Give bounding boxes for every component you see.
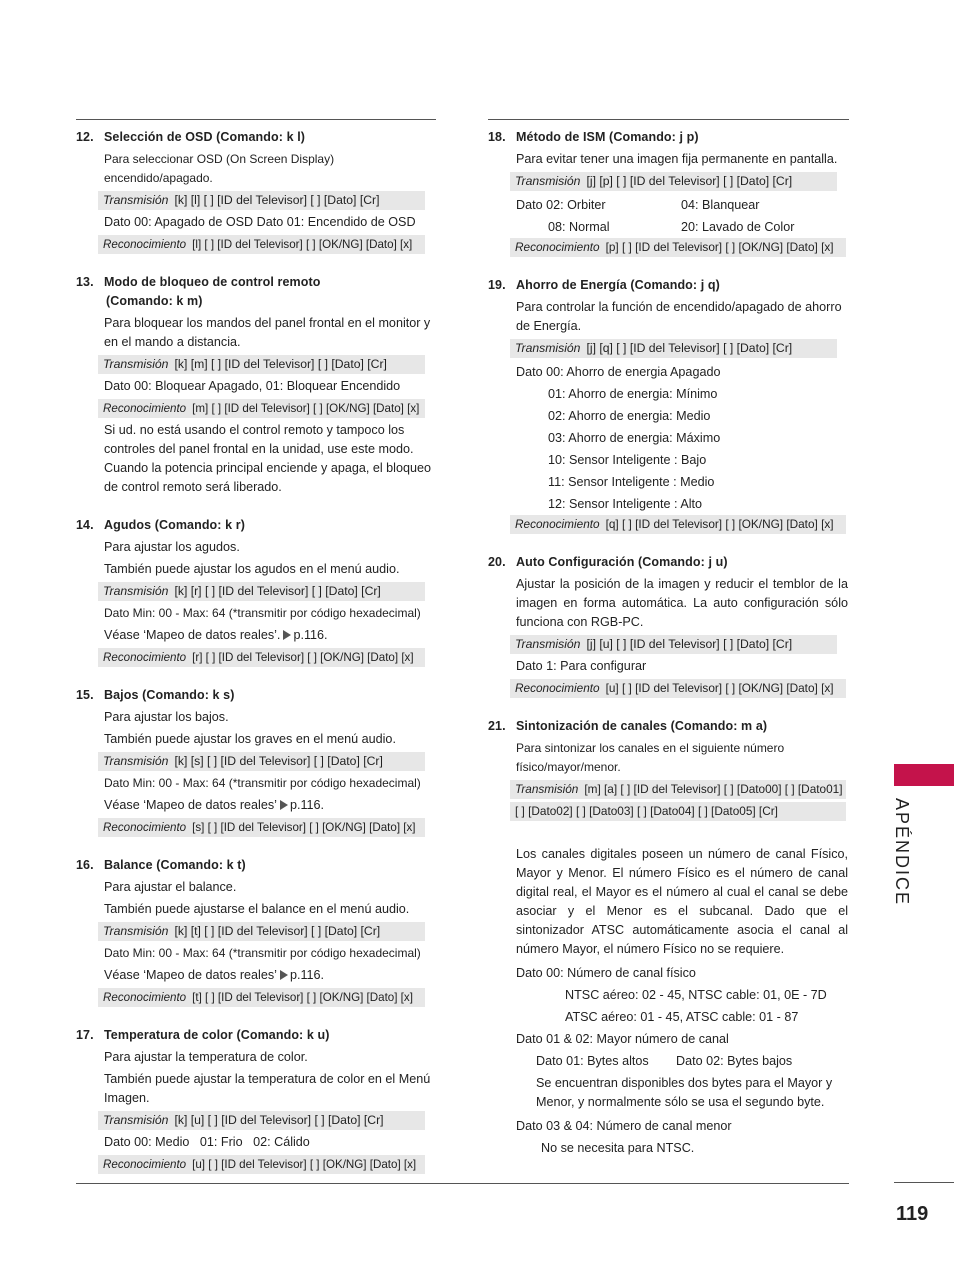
data-value: 02: Ahorro de energia: Medio [548,409,711,423]
section-heading: 14. Agudos (Comando: k r) [76,518,245,532]
acknowledgement-box: Reconocimiento [u] [ ] [ID del Televisor] [ ] [OK/NG] [Dato] [x] [510,679,846,698]
top-rule-right [488,119,849,120]
arrow-right-icon [280,970,288,980]
top-rule-left [76,119,436,120]
transmission-box: Transmisión [k] [r] [ ] [ID del Televisor] [ ] [Dato] [Cr] [98,582,425,601]
page-number-rule [894,1182,954,1183]
transmission-box: Transmisión [k] [m] [ ] [ID del Televisor] [ ] [Dato] [Cr] [98,355,425,374]
section-13 [76,273,436,497]
transmission-box: Transmisión [m] [a] [ ] [ID del Televisor] [ ] [Dato00] [ ] [Dato01] [510,780,846,799]
description-2: También puede ajustar los agudos en el menú audio. [104,562,400,576]
section-18 [488,128,848,257]
data-value: Dato 00: Número de canal físico [516,966,696,980]
description-2: También puede ajustar la temperatura de color en el Menú Imagen. [104,1072,431,1105]
description: Para ajustar el balance. [104,880,237,894]
page-reference: Véase ‘Mapeo de datos reales’. p.116. [104,628,328,642]
data-range: Dato Min: 00 - Max: 64 (*transmitir por código hexadecimal) [104,776,421,790]
page-reference: Véase ‘Mapeo de datos reales’ p.116. [104,968,325,982]
left-column [76,128,436,1193]
data-value: 03: Ahorro de energia: Máximo [548,431,721,445]
data-value: 10: Sensor Inteligente : Bajo [548,453,707,467]
section-heading: 15. Bajos (Comando: k s) [76,688,235,702]
description: Para ajustar los bajos. [104,710,229,724]
section-heading: 13. Modo de bloqueo de control remoto (Comando: k m) [76,275,321,308]
section-21 [488,717,848,1159]
note: Si ud. no está usando el control remoto y tampoco los controles del panel frontal en la unidad, use este modo. Cuando la potencia principal enciende y apaga, el bloqueo de control remoto será liberado. [104,423,431,494]
section-14 [76,516,436,667]
data-value-row: Dato 01: Bytes altos Dato 02: Bytes bajos [536,1054,793,1068]
transmission-box: Transmisión [j] [q] [ ] [ID del Televisor] [ ] [Dato] [Cr] [510,339,837,358]
data-range: Dato Min: 00 - Max: 64 (*transmitir por código hexadecimal) [104,946,421,960]
section-16 [76,856,436,1007]
section-heading: 20. Auto Configuración (Comando: j u) [488,555,728,569]
data-value: 12: Sensor Inteligente : Alto [548,497,703,511]
note: Se encuentran disponibles dos bytes para el Mayor y Menor, y normalmente sólo se usa el segundo byte. [536,1076,833,1109]
acknowledgement-box: Reconocimiento [r] [ ] [ID del Televisor] [ ] [OK/NG] [Dato] [x] [98,648,425,667]
data-values: Dato 00: Medio 01: Frio 02: Cálido [104,1135,310,1149]
description-2: También puede ajustarse el balance en el menú audio. [104,902,410,916]
section-heading: 17. Temperatura de color (Comando: k u) [76,1028,330,1042]
description: Para ajustar los agudos. [104,540,240,554]
description-2: También puede ajustar los graves en el menú audio. [104,732,396,746]
section-17 [76,1026,436,1174]
data-values: Dato 1: Para configurar [516,659,647,673]
description: Para ajustar la temperatura de color. [104,1050,308,1064]
section-20 [488,553,848,698]
section-heading: 18. Método de ISM (Comando: j p) [488,130,699,144]
section-heading: 12. Selección de OSD (Comando: k l) [76,130,306,144]
transmission-box: Transmisión [k] [l] [ ] [ID del Televisor] [ ] [Dato] [Cr] [98,191,425,210]
data-value: ATSC aéreo: 01 - 45, ATSC cable: 01 - 87 [565,1010,799,1024]
data-values: Dato 00: Bloquear Apagado, 01: Bloquear Encendido [104,379,401,393]
paragraph: Los canales digitales poseen un número de canal Físico, Mayor y Menor. El número Físico es el número de canal digital real, el Mayor es el número al cual el canal se debe asociar y el Menor es el subcanal. Dado que el sintonizador ATSC automáticamente asocia el canal al número Mayor, el número Físico no se requiere. [516,847,848,956]
transmission-box-continued: [ ] [Dato02] [ ] [Dato03] [ ] [Dato04] [ ] [Dato05] [Cr] [510,802,846,821]
right-column [488,128,848,1178]
data-value: 01: Ahorro de energia: Mínimo [548,387,718,401]
section-15 [76,686,436,837]
data-value: Dato 03 & 04: Número de canal menor [516,1119,732,1133]
acknowledgement-box: Reconocimiento [s] [ ] [ID del Televisor] [ ] [OK/NG] [Dato] [x] [98,818,425,837]
section-19 [488,276,848,534]
transmission-box: Transmisión [k] [s] [ ] [ID del Televisor] [ ] [Dato] [Cr] [98,752,425,771]
description: Para sintonizar los canales en el siguiente número físico/mayor/menor. [516,741,785,774]
description: Para controlar la función de encendido/apagado de ahorro de Energía. [516,300,842,333]
description: Para seleccionar OSD (On Screen Display) encendido/apagado. [104,152,335,185]
section-12 [76,128,436,254]
section-heading: 19. Ahorro de Energía (Comando: j q) [488,278,720,292]
transmission-box: Transmisión [j] [p] [ ] [ID del Televisor] [ ] [Dato] [Cr] [510,172,837,191]
acknowledgement-box: Reconocimiento [t] [ ] [ID del Televisor] [ ] [OK/NG] [Dato] [x] [98,988,425,1007]
acknowledgement-box: Reconocimiento [p] [ ] [ID del Televisor] [ ] [OK/NG] [Dato] [x] [510,238,846,257]
description: Para bloquear los mandos del panel frontal en el monitor y en el mando a distancia. [104,316,431,349]
appendix-side-label: APÉNDICE [892,798,912,907]
data-value: Dato 01 & 02: Mayor número de canal [516,1032,729,1046]
data-value: NTSC aéreo: 02 - 45, NTSC cable: 01, 0E - 7D [565,988,827,1002]
description: Para evitar tener una imagen fija permanente en pantalla. [516,152,838,166]
section-heading: 21. Sintonización de canales (Comando: m a) [488,719,768,733]
description: Ajustar la posición de la imagen y reducir el temblor de la imagen en forma automática. La auto configuración sólo funciona con RGB-PC. [516,577,848,629]
arrow-right-icon [283,630,291,640]
data-range: Dato Min: 00 - Max: 64 (*transmitir por código hexadecimal) [104,606,421,620]
data-value: No se necesita para NTSC. [541,1141,695,1155]
transmission-box: Transmisión [k] [u] [ ] [ID del Televisor] [ ] [Dato] [Cr] [98,1111,425,1130]
section-heading: 16. Balance (Comando: k t) [76,858,246,872]
transmission-box: Transmisión [j] [u] [ ] [ID del Televisor] [ ] [Dato] [Cr] [510,635,837,654]
appendix-tab-marker [894,764,954,786]
page-reference: Véase ‘Mapeo de datos reales’ p.116. [104,798,325,812]
data-values-row: 08: Normal 20: Lavado de Color [548,220,795,234]
acknowledgement-box: Reconocimiento [m] [ ] [ID del Televisor] [ ] [OK/NG] [Dato] [x] [98,399,425,418]
acknowledgement-box: Reconocimiento [q] [ ] [ID del Televisor] [ ] [OK/NG] [Dato] [x] [510,515,846,534]
data-value: 11: Sensor Inteligente : Medio [548,475,715,489]
data-values-row: Dato 02: Orbiter 04: Blanquear [516,198,760,212]
transmission-box: Transmisión [k] [t] [ ] [ID del Televisor] [ ] [Dato] [Cr] [98,922,425,941]
acknowledgement-box: Reconocimiento [l] [ ] [ID del Televisor] [ ] [OK/NG] [Dato] [x] [98,235,425,254]
acknowledgement-box: Reconocimiento [u] [ ] [ID del Televisor] [ ] [OK/NG] [Dato] [x] [98,1155,425,1174]
arrow-right-icon [280,800,288,810]
page-number: 119 [896,1203,929,1225]
data-values: Dato 00: Apagado de OSD Dato 01: Encendido de OSD [104,215,416,229]
data-value: Dato 00: Ahorro de energia Apagado [516,365,721,379]
